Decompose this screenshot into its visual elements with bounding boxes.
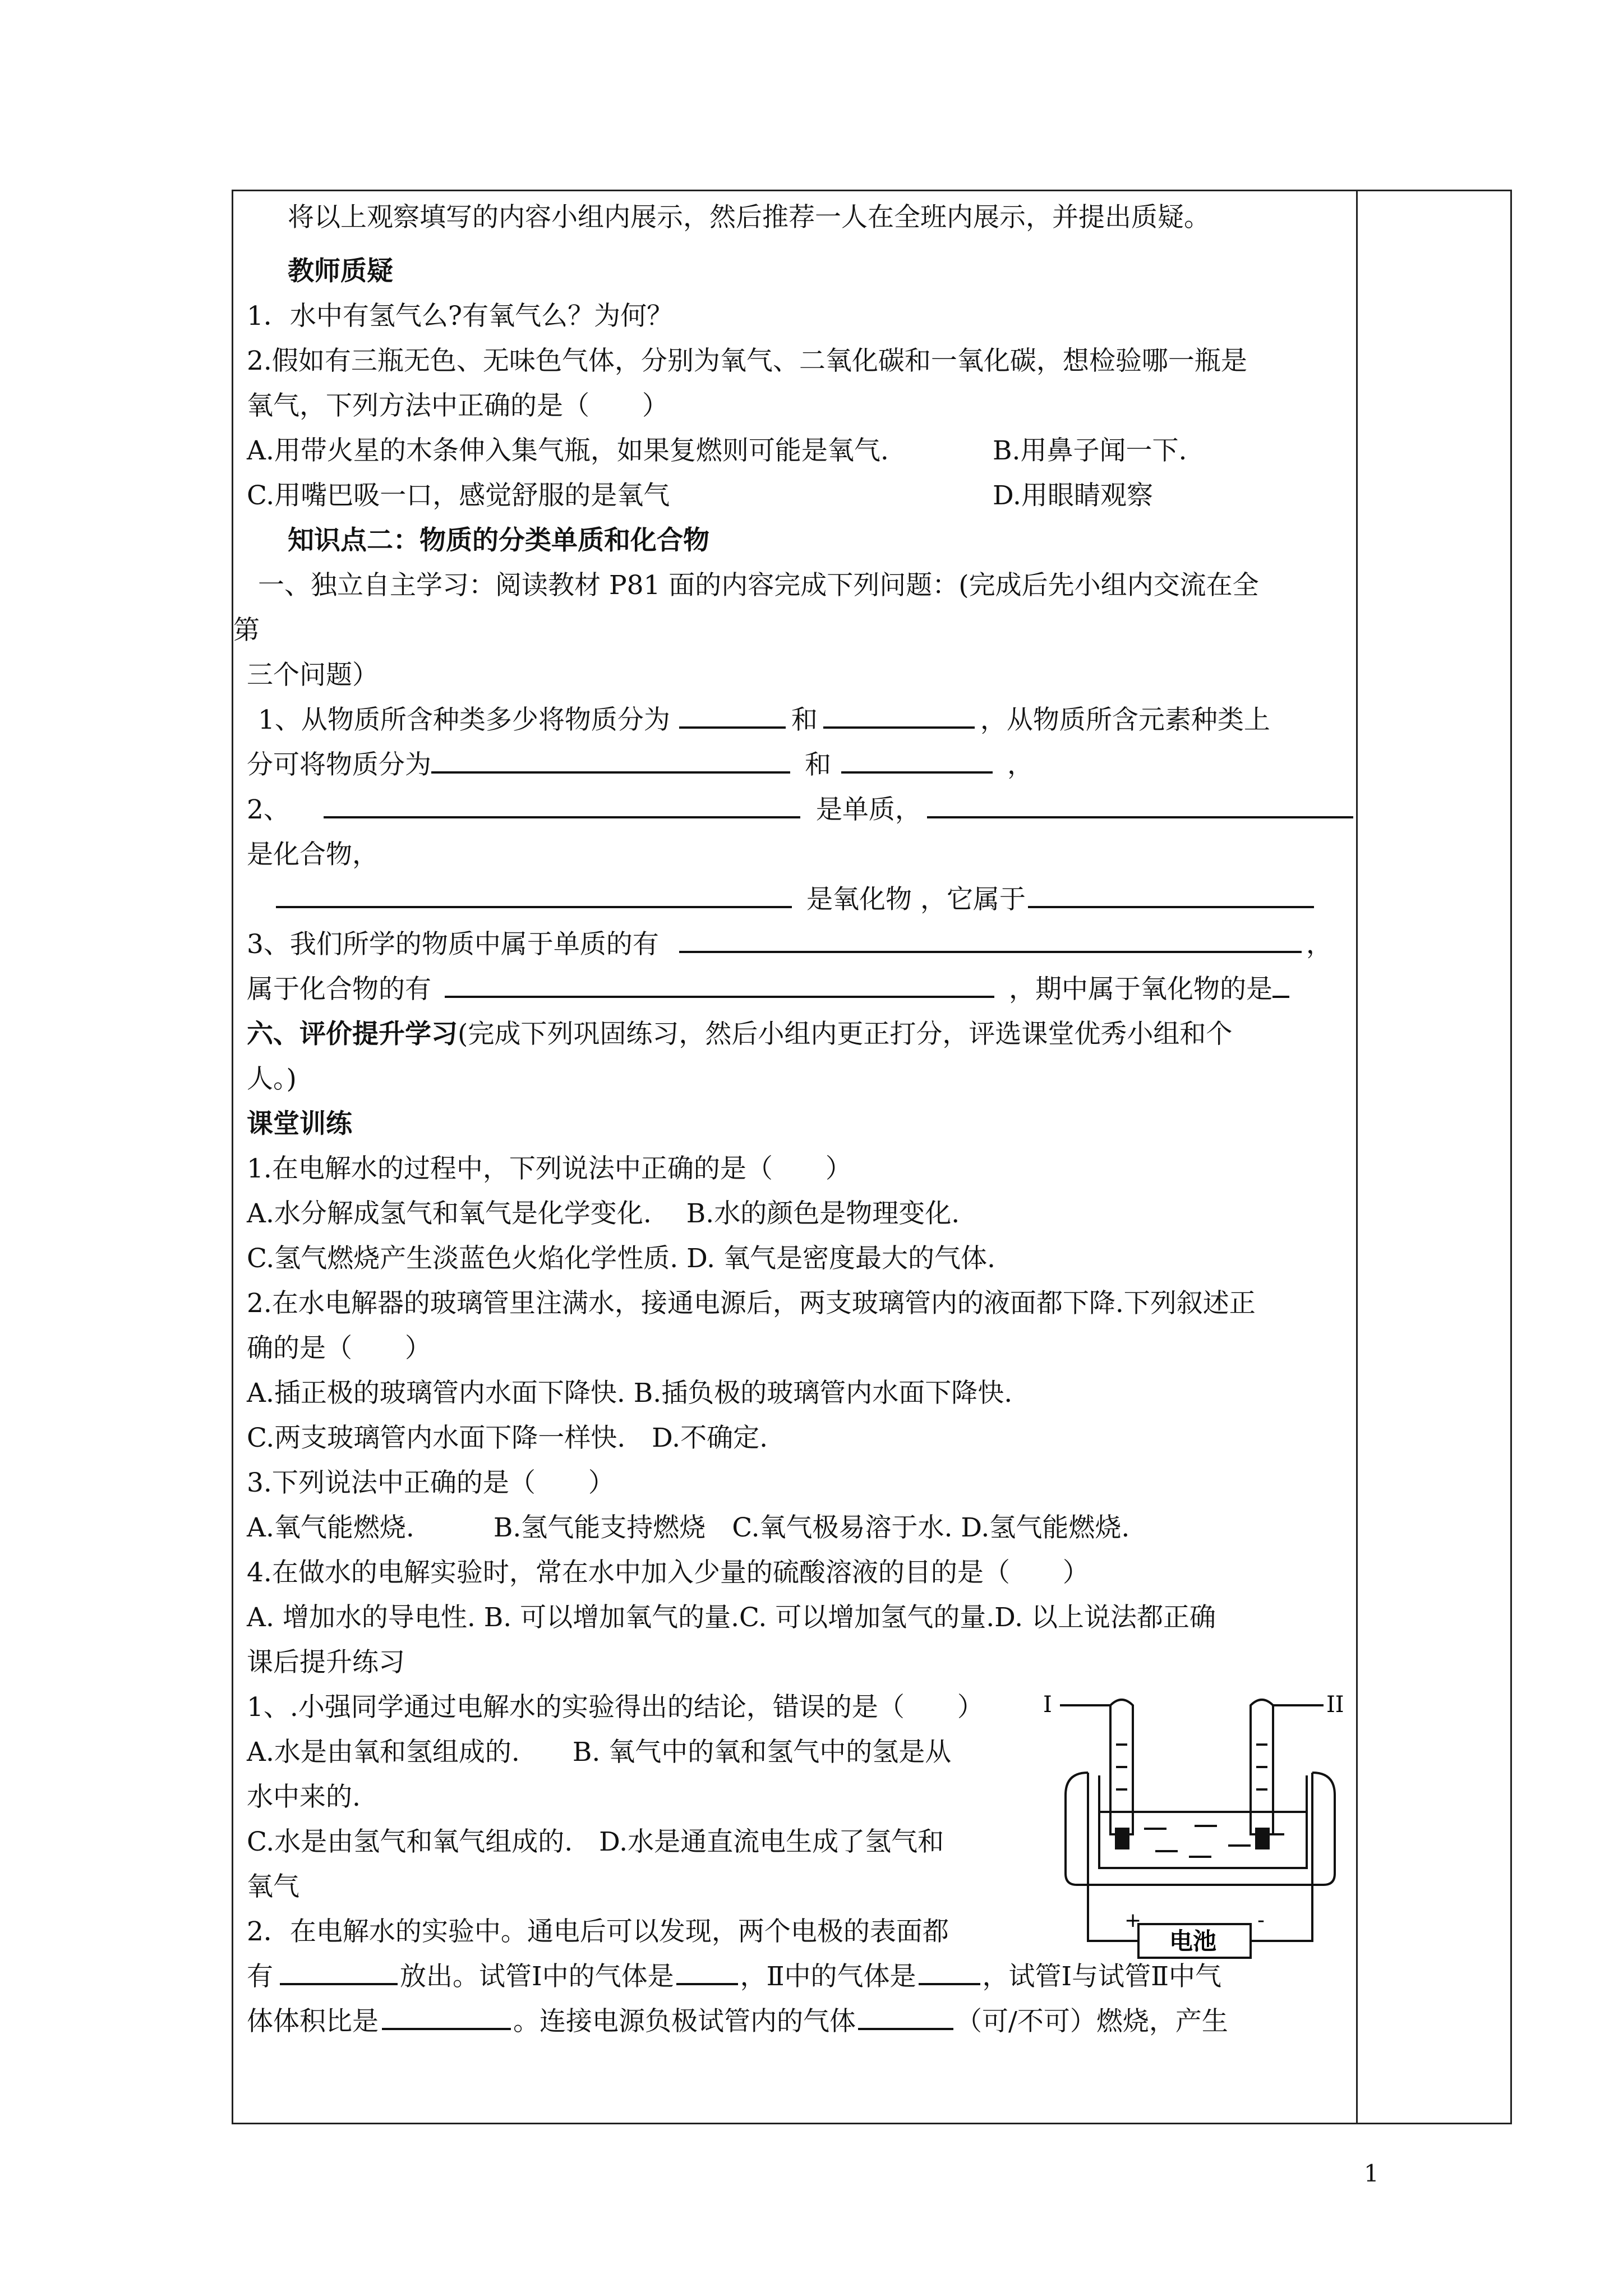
- answer-blank[interactable]: [1028, 882, 1314, 908]
- section-heading-class-training: 课堂训练: [247, 1108, 352, 1139]
- text-segment: 属于化合物的有: [247, 974, 431, 1005]
- text-segment: 是氧化物 ，它属于: [806, 884, 1026, 915]
- answer-blank[interactable]: [919, 1959, 980, 1985]
- section-heading-evaluation: 六、评价提升学习: [247, 1019, 458, 1050]
- option-line: C.水是由氢气和氧气组成的. D.水是通直流电生成了氢气和: [247, 1826, 944, 1857]
- text-segment: 和: [805, 749, 831, 780]
- section-heading-knowledge-point: 知识点二：物质的分类单质和化合物: [288, 525, 709, 556]
- text-segment: 有: [247, 1961, 273, 1992]
- battery-plus: +: [1124, 1909, 1142, 1932]
- fill-blank-line: [247, 927, 1332, 963]
- question-line: 氧气，下列方法中正确的是（ ）: [247, 390, 668, 421]
- battery-label: 电池: [1169, 1927, 1217, 1955]
- answer-blank[interactable]: [276, 882, 792, 908]
- electrolysis-diagram: [1043, 1677, 1357, 1980]
- answer-blank[interactable]: [679, 703, 786, 729]
- fill-blank-line: [247, 972, 1289, 1007]
- answer-blank[interactable]: [445, 972, 994, 998]
- instruction-line: 将以上观察填写的内容小组内展示，然后推荐一人在全班内展示，并提出质疑。: [288, 202, 1210, 233]
- answer-blank[interactable]: [823, 703, 975, 729]
- section-heading-after-class: 课后提升练习: [247, 1647, 405, 1678]
- text-line: 一、独立自主学习：阅读教材 P81 面的内容完成下列问题：(完成后先小组内交流在全: [258, 570, 1259, 601]
- answer-blank[interactable]: [679, 927, 1302, 953]
- text-segment: ，期中属于氧化物的是: [1009, 974, 1272, 1005]
- answer-blank[interactable]: [858, 2004, 953, 2030]
- option-line: A. 增加水的导电性. B. 可以增加氧气的量.C. 可以增加氢气的量.D. 以上说法都正确: [247, 1602, 1216, 1633]
- question-line: 3.下列说法中正确的是（ ）: [247, 1467, 615, 1498]
- question-line: 2.在水电解器的玻璃管里注满水，接通电源后，两支玻璃管内的液面都下降.下列叙述正: [247, 1288, 1256, 1319]
- text-segment: 2、: [247, 794, 290, 825]
- electrolysis-apparatus-svg: [1043, 1677, 1357, 1980]
- option-line: A.用带火星的木条伸入集气瓶，如果复燃则可能是氧气.: [247, 435, 889, 466]
- answer-blank[interactable]: [1272, 972, 1289, 998]
- text-line: 人。): [247, 1064, 297, 1094]
- option-line: D.用眼睛观察: [993, 480, 1153, 511]
- question-line: 1.在电解水的过程中，下列说法中正确的是（ ）: [247, 1153, 852, 1184]
- battery-minus: -: [1257, 1909, 1265, 1932]
- answer-blank[interactable]: [927, 793, 1353, 818]
- option-line: A.水分解成氢气和氧气是化学变化. B.水的颜色是物理变化.: [247, 1198, 960, 1229]
- text-segment: 1、从物质所含种类多少将物质分为: [258, 705, 670, 735]
- text-line: 第: [233, 615, 260, 646]
- text-segment: 是单质，: [815, 794, 921, 825]
- text-segment: 。连接电源负极试管内的气体: [513, 2006, 856, 2037]
- text-segment: ，: [1007, 749, 1034, 780]
- fill-blank-line: [247, 792, 1353, 828]
- question-line: 2.假如有三瓶无色、无味色气体，分别为氧气、二氧化碳和一氧化碳，想检验哪一瓶是: [247, 346, 1247, 376]
- option-line: A.氧气能燃烧. B.氢气能支持燃烧 C.氧气极易溶于水. D.氢气能燃烧.: [247, 1512, 1130, 1543]
- text-line: 三个问题）: [247, 660, 379, 691]
- option-line: C.用嘴巴吸一口，感觉舒服的是氧气: [247, 480, 670, 511]
- text-segment: (完成下列巩固练习，然后小组内更正打分，评选课堂优秀小组和个: [458, 1019, 1233, 1050]
- text-segment: 和: [791, 705, 818, 735]
- label-tube-ii: II: [1326, 1692, 1344, 1718]
- basin-inner: [1099, 1775, 1307, 1868]
- option-line: 氧气: [247, 1871, 299, 1902]
- fill-blank-line: [247, 882, 1314, 918]
- option-line: C.氢气燃烧产生淡蓝色火焰化学性质. D. 氧气是密度最大的气体.: [247, 1243, 995, 1274]
- evaluation-line: [247, 1016, 1232, 1052]
- question-line: 2．在电解水的实验中。通电后可以发现，两个电极的表面都: [247, 1916, 949, 1947]
- text-line: 是化合物，: [247, 839, 379, 870]
- answer-blank[interactable]: [324, 793, 800, 818]
- section-heading-teacher-questions: 教师质疑: [288, 256, 393, 287]
- text-segment: 3、我们所学的物质中属于单质的有: [247, 929, 659, 960]
- text-segment: （可/不可）燃烧，产生: [956, 2006, 1228, 2037]
- answer-blank[interactable]: [280, 1959, 398, 1985]
- question-line: 1、.小强同学通过电解水的实验得出的结论，错误的是（ ）: [247, 1692, 984, 1723]
- answer-blank[interactable]: [841, 748, 993, 774]
- question-line: 4.在做水的电解实验时，常在水中加入少量的硫酸溶液的目的是（ ）: [247, 1557, 1089, 1588]
- option-line: A.水是由氧和氢组成的. B. 氧气中的氧和氢气中的氢是从: [247, 1737, 952, 1768]
- text-segment: ，: [1306, 929, 1332, 960]
- option-line: C.两支玻璃管内水面下降一样快. D.不确定.: [247, 1423, 768, 1453]
- question-line: 1．水中有氢气么?有氧气么？为何？: [247, 301, 674, 332]
- question-line: 确的是（ ）: [247, 1333, 431, 1364]
- answer-blank[interactable]: [431, 748, 790, 774]
- fill-blank-line: [247, 747, 1034, 783]
- fill-blank-line: [247, 2004, 1228, 2040]
- text-segment: 体体积比是: [247, 2006, 379, 2037]
- text-segment: ，试管Ⅰ与试管Ⅱ中气: [982, 1961, 1222, 1992]
- answer-blank[interactable]: [676, 1959, 738, 1985]
- answer-blank[interactable]: [382, 2004, 511, 2030]
- text-segment: 分可将物质分为: [247, 749, 431, 780]
- text-segment: ，从物质所含元素种类上: [980, 705, 1270, 735]
- electrode-left: [1116, 1829, 1128, 1848]
- electrode-right: [1256, 1829, 1269, 1848]
- fill-blank-line: [258, 702, 1270, 738]
- text-segment: ，Ⅱ中的气体是: [740, 1961, 916, 1992]
- page-number: 1: [1364, 2160, 1379, 2187]
- text-segment: 放出。试管Ⅰ中的气体是: [400, 1961, 674, 1992]
- option-line: A.插正极的玻璃管内水面下降快. B.插负极的玻璃管内水面下降快.: [247, 1378, 1013, 1409]
- label-tube-i: I: [1043, 1692, 1052, 1718]
- option-line: 水中来的.: [247, 1782, 361, 1812]
- option-line: B.用鼻子闻一下.: [993, 435, 1187, 466]
